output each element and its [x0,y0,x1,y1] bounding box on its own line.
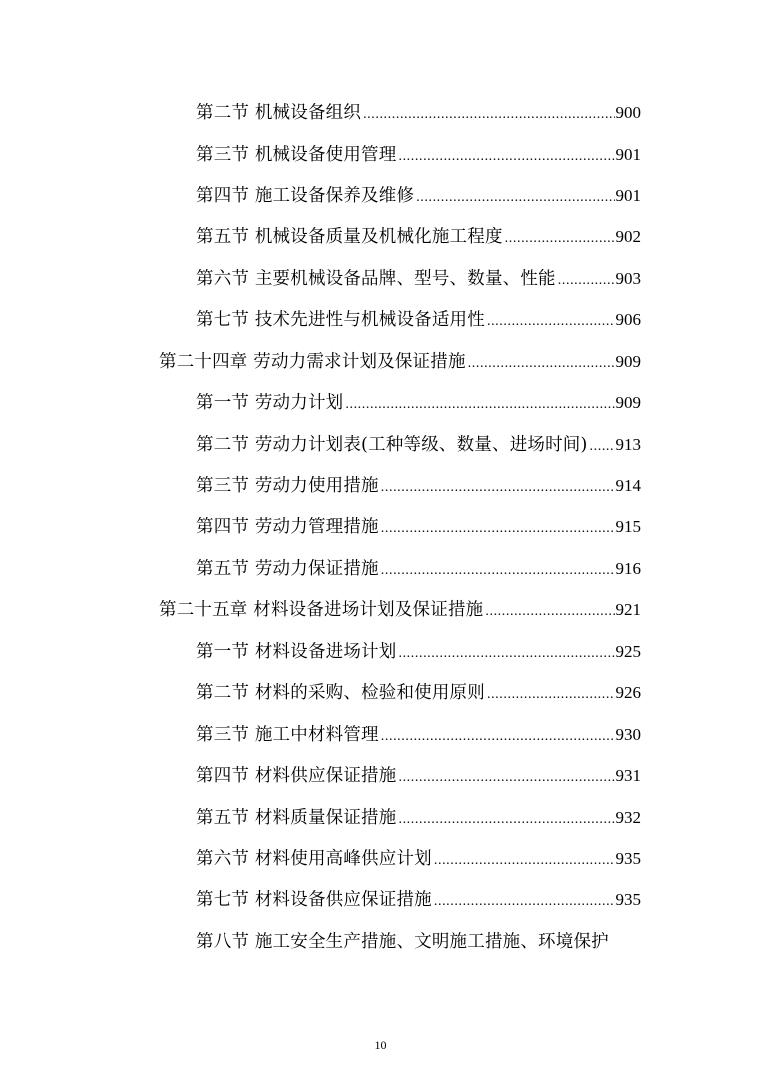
toc-entry-title: 第三节 劳动力使用措施 [196,476,379,496]
toc-entry-title: 第三节 机械设备使用管理 [196,145,397,165]
toc-entry-title: 第五节 材料质量保证措施 [196,808,397,828]
toc-entry[interactable] [196,757,641,787]
toc-leader-dots [398,645,614,663]
toc-entry[interactable] [196,467,641,497]
toc-leader-dots [381,520,615,538]
toc-entry-title: 第一节 劳动力计划 [196,393,344,413]
toc-entry[interactable] [196,426,641,456]
toc-entry-page: 932 [615,808,641,827]
toc-leader-dots [468,355,615,373]
toc-entry-title: 第二十五章 材料设备进场计划及保证措施 [159,600,484,620]
toc-entry-title: 第七节 技术先进性与机械设备适用性 [196,310,485,330]
toc-entry-title: 第六节 主要机械设备品牌、型号、数量、性能 [196,269,556,289]
toc-entry[interactable] [196,94,641,124]
toc-leader-dots [398,769,614,787]
toc-entry-page: 921 [615,600,641,619]
toc-entry-title: 第七节 材料设备供应保证措施 [196,890,432,910]
toc-entry[interactable] [196,716,641,746]
toc-leader-dots [398,811,614,829]
toc-entry-continued[interactable] [196,923,609,953]
toc-leader-dots [381,479,615,497]
toc-entry-page: 901 [615,186,641,205]
toc-entry-title: 第二十四章 劳动力需求计划及保证措施 [159,352,466,372]
toc-leader-dots [434,893,615,911]
toc-entry-title: 第二节 材料的采购、检验和使用原则 [196,683,485,703]
toc-leader-dots [590,438,615,456]
toc-entry[interactable] [196,301,641,331]
toc-entry-page: 900 [615,103,641,122]
toc-entry[interactable] [196,840,641,870]
toc-leader-dots [398,148,614,166]
toc-entry[interactable] [196,218,641,248]
toc-entry-page: 901 [615,145,641,164]
toc-entry-title: 第三节 施工中材料管理 [196,725,379,745]
toc-chapter-entry[interactable] [159,343,641,373]
toc-leader-dots [381,728,615,746]
toc-entry-page: 913 [615,435,641,454]
toc-entry[interactable] [196,633,641,663]
toc-entry-page: 931 [615,766,641,785]
toc-leader-dots [434,852,615,870]
toc-entry-page: 925 [615,642,641,661]
toc-entry-page: 930 [615,725,641,744]
toc-entry-page: 916 [615,559,641,578]
toc-entry-title: 第二节 劳动力计划表(工种等级、数量、进场时间) [196,435,588,455]
toc-leader-dots [505,230,615,248]
toc-entry-title: 第五节 劳动力保证措施 [196,559,379,579]
toc-entry-page: 903 [615,269,641,288]
toc-entry-page: 915 [615,517,641,536]
toc-entry-page: 914 [615,476,641,495]
toc-entry[interactable] [196,881,641,911]
toc-entry-title: 第六节 材料使用高峰供应计划 [196,849,432,869]
toc-leader-dots [381,562,615,580]
toc-leader-dots [487,313,615,331]
toc-entry-title: 第八节 施工安全生产措施、文明施工措施、环境保护 [196,932,609,952]
toc-leader-dots [558,272,615,290]
toc-chapter-entry[interactable] [159,591,641,621]
toc-entry-title: 第一节 材料设备进场计划 [196,642,397,662]
toc-leader-dots [416,189,614,207]
toc-entry[interactable] [196,384,641,414]
toc-leader-dots [363,106,614,124]
toc-entry-page: 902 [615,227,641,246]
toc-entry-title: 第二节 机械设备组织 [196,103,362,123]
toc-entry-title: 第五节 机械设备质量及机械化施工程度 [196,227,503,247]
toc-entry-page: 935 [615,849,641,868]
page-number: 10 [374,1038,387,1052]
toc-entry[interactable] [196,136,641,166]
toc-entry[interactable] [196,177,641,207]
toc-entry[interactable] [196,550,641,580]
toc-entry[interactable] [196,674,641,704]
toc-entry-page: 909 [615,352,641,371]
toc-entry-page: 906 [615,310,641,329]
toc-entry-page: 926 [615,683,641,702]
toc-leader-dots [345,396,614,414]
toc-entry-page: 909 [615,393,641,412]
toc-entry-page: 935 [615,890,641,909]
toc-entry[interactable] [196,260,641,290]
toc-entry-title: 第四节 施工设备保养及维修 [196,186,415,206]
toc-leader-dots [487,686,615,704]
toc-entry-title: 第四节 劳动力管理措施 [196,517,379,537]
toc-leader-dots [485,603,614,621]
toc-entry[interactable] [196,508,641,538]
toc-entry-title: 第四节 材料供应保证措施 [196,766,397,786]
toc-entry[interactable] [196,799,641,829]
